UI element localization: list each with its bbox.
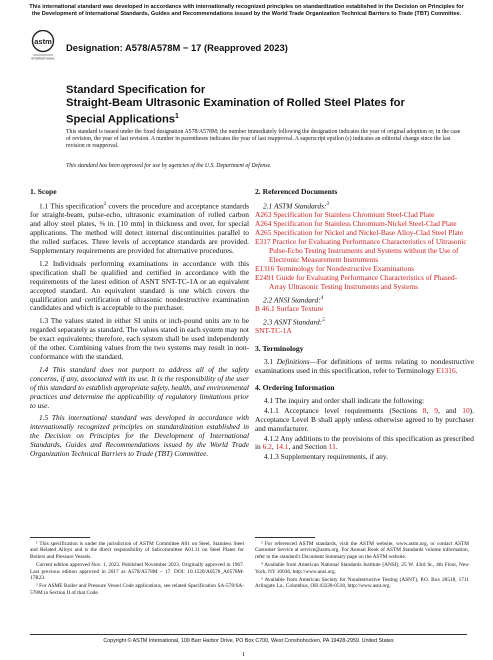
paragraph-1-2: 1.2 Individuals performing examinations in accordance with this specification shall be qualified and certified in accordance with the requirements of the latest edition of ASNT SNT-TC-1A or an equivalent accepted standard. An equivalent standard is one which covers the qualification and certification of ultrasonic nondestructive examination candidates and which is acceptable to the purchaser. [30,258,249,313]
section-8-link[interactable]: 8 [422,405,427,415]
copyright-notice: Copyright © ASTM International, 100 Barr Harbor Drive, PO Box C700, West Conshohocken, PA 19428-2959. United States [103,638,394,644]
reference-item[interactable] [255,238,474,265]
title-line-1: Standard Specification for [66,84,206,96]
astm-standards-subheading: 2.1 ASTM Standards:$^3$ [263,201,329,211]
astm-logo-icon [30,30,56,62]
reference-code[interactable]: A263 [255,210,272,220]
section-heading-ordering-information: 4. Ordering Information [255,382,335,392]
designation: Designation: A578/A578M − 17 (Reapproved 2023) [66,42,288,53]
right-column [255,187,474,463]
reference-title[interactable]: Terminology for Nondestructive Examinations [276,263,415,273]
reference-title[interactable]: Guide for Evaluating Performance Characteristics of Phased-Array Ultrasonic Testing Instruments and Systems [269,272,458,291]
paragraph-1-4: 1.4 This standard does not purport to address all of the safety concerns, if any, associated with its use. It is the responsibility of the user of this standard to establish appropriate safety, health, and environmental practices and determine the applicability of regulatory limitations prior to use. [30,364,249,410]
section-6-2-link[interactable]: 6.2 [262,442,272,452]
footnotes-right [255,541,469,592]
ansi-standard-subheading: 2.2 ANSI Standard:$^4$ [263,295,324,304]
reference-code[interactable]: E1316 [255,263,275,273]
footnotes-left [30,541,244,598]
section-10-link[interactable]: 10 [462,405,470,415]
footnote: ² For ASME Boiler and Pressure Vessel Code applications, see related Specification SA-578/SA-578M in Section II of that Code. [30,583,244,596]
paragraph-1-3: 1.3 The values stated in either SI units or inch-pound units are to be regarded separately as standard. The values stated in each system may not be exact equivalents; therefore, each system shall be used independently of the other. Combining values from the two systems may result in non-conformance with the standard. [30,316,249,361]
asnt-standard-subheading: 2.3 ASNT Standard:$^5$ [263,317,325,327]
paragraph-4-1-3: 4.1.3 Supplementary requirements, if any. [264,452,388,462]
e1316-link[interactable]: E1316 [436,366,456,375]
paragraph-1-5: 1.5 This international standard was developed in accordance with internationally recognized principles on standardization established in the Decision on Principles for the Development of International Standards, Guides and Recommendations issued by the World Trade Organization Technical Barriers to Trade (TBT) Committee. [30,413,249,459]
footnote: ³ For referenced ASTM standards, visit the ASTM website, www.astm.org, or contact ASTM Customer Service at service@astm.org. For Annual Book of ASTM Standards volume information, refer to the standard's Document Summary page on the ASTM website. [255,541,469,560]
asnt-reference-link[interactable]: SNT-TC-1A [255,326,292,336]
paragraph-4-1-1: 4.1.1 Acceptance level requirements (Sections 8, 9, and 10). Acceptance Level B shall apply unless otherwise agreed to by purchaser and manufacturer. [255,405,474,433]
paragraph-4-1-2: 4.1.2 Any additions to the provisions of this specification as prescribed in 6.2, 14.1, and Section 11. [255,433,474,452]
paragraph-1-1: 1.1 This specification$^2$ covers the procedure and acceptance standards for straight-beam, pulse-echo, ultrasonic examination of rolled carbon and alloy steel plates, ⅜ in. [10 mm] in thickness and over, for special applications. The method will detect internal discontinuities parallel to the rolled surfaces. Three levels of acceptance standards are provided. Supplementary requirements are provided for alternative procedures. [30,201,249,255]
section-14-1-link[interactable]: 14.1 [275,442,289,452]
reference-title[interactable]: Practice for Evaluating Performance Characteristics of Ultrasonic Pulse-Echo Testing Instruments and Systems without the Use of Electronic Measurement Instruments [269,237,467,264]
section-heading-scope: 1. Scope [30,187,57,196]
section-11-link[interactable]: 11 [328,442,336,452]
reference-item[interactable] [255,274,474,292]
title-line-2: Straight-Beam Ultrasonic Examination of Rolled Steel Plates for Special Applications$^1$ [66,97,405,127]
paragraph-4-1: 4.1 The inquiry and order shall indicate the following: [264,395,425,405]
section-9-link[interactable]: 9 [434,405,438,415]
section-heading-referenced-documents: 2. Referenced Documents [255,187,338,196]
top-notice: This international standard was developed in accordance with internationally recognized principles on standardization established in the Decision on Principles for the Development of International Standards, Guides and Recommendations issued by the World Trade Organization Technical Barriers to Trade (TBT) Committee. [29,4,464,17]
issuance-note: This standard is issued under the fixed designation A578/A578M; the number immediately following the designation indicates the year of original adoption or, in the case of revision, the year of last revision. A number in parentheses indicates the year of last reapproval. A superscript epsilon (ε) indicates an editorial change since the last revision or reapproval. [66,129,461,150]
footnote: Current edition approved Nov. 1, 2023. Published November 2023. Originally approved in 1967. Last previous edition approved in 2017 as A578/A578M – 17. DOI: 10.1520/A0578_A0578M-17R23. [30,562,244,582]
svg-text:INTERNATIONAL: INTERNATIONAL [31,56,55,61]
footnote-divider-left [30,537,90,538]
footnote: ⁵ Available from American Society for Nondestructive Testing (ASNT), P.O. Box 28518, 1711 Arlingate La., Columbus, OH 43228-0518, http://www.asnt.org. [255,577,469,590]
section-heading-terminology: 3. Terminology [255,344,304,354]
reference-code[interactable]: E317 [255,237,271,247]
footer-divider [30,634,467,635]
ansi-reference-link[interactable]: B 46.1 Surface Texture [255,303,324,313]
left-column [30,187,249,463]
reference-title[interactable]: Specification for Stainless Chromium-Nickel Steel-Clad Plate [273,219,457,229]
footnote: ⁴ Available from American National Standards Institute (ANSI), 25 W. 43rd St., 4th Floor, New York, NY 10036, http://www.ansi.org. [255,562,469,575]
page-number: 1 [242,651,246,658]
reference-title[interactable]: Specification for Nickel and Nickel-Base Alloy-Clad Steel Plate [273,228,464,238]
reference-code[interactable]: A264 [255,219,272,229]
document-title [66,84,446,127]
footnote-divider-right [255,537,315,538]
reference-list [255,211,474,291]
paragraph-3-1: 3.1 Definitions—For definitions of terms relating to nondestructive examinations used in this specification, refer to Terminology E1316. [255,357,474,375]
footnote: ¹ This specification is under the jurisdiction of ASTM Committee A01 on Steel, Stainless Steel and Related Alloys and is the direct responsibility of Subcommittee A01.11 on Steel Plates for Boilers and Pressure Vessels. [30,541,244,560]
reference-title[interactable]: Specification for Stainless Chromium Steel-Clad Plate [273,210,435,220]
svg-text:astm: astm [34,37,52,46]
reference-code[interactable]: E2491 [255,272,275,282]
reference-code[interactable]: A265 [255,228,272,238]
dod-approval-note: This standard has been approved for use by agencies of the U.S. Department of Defense. [66,163,272,169]
title-footnote-ref: 1 [175,113,179,121]
